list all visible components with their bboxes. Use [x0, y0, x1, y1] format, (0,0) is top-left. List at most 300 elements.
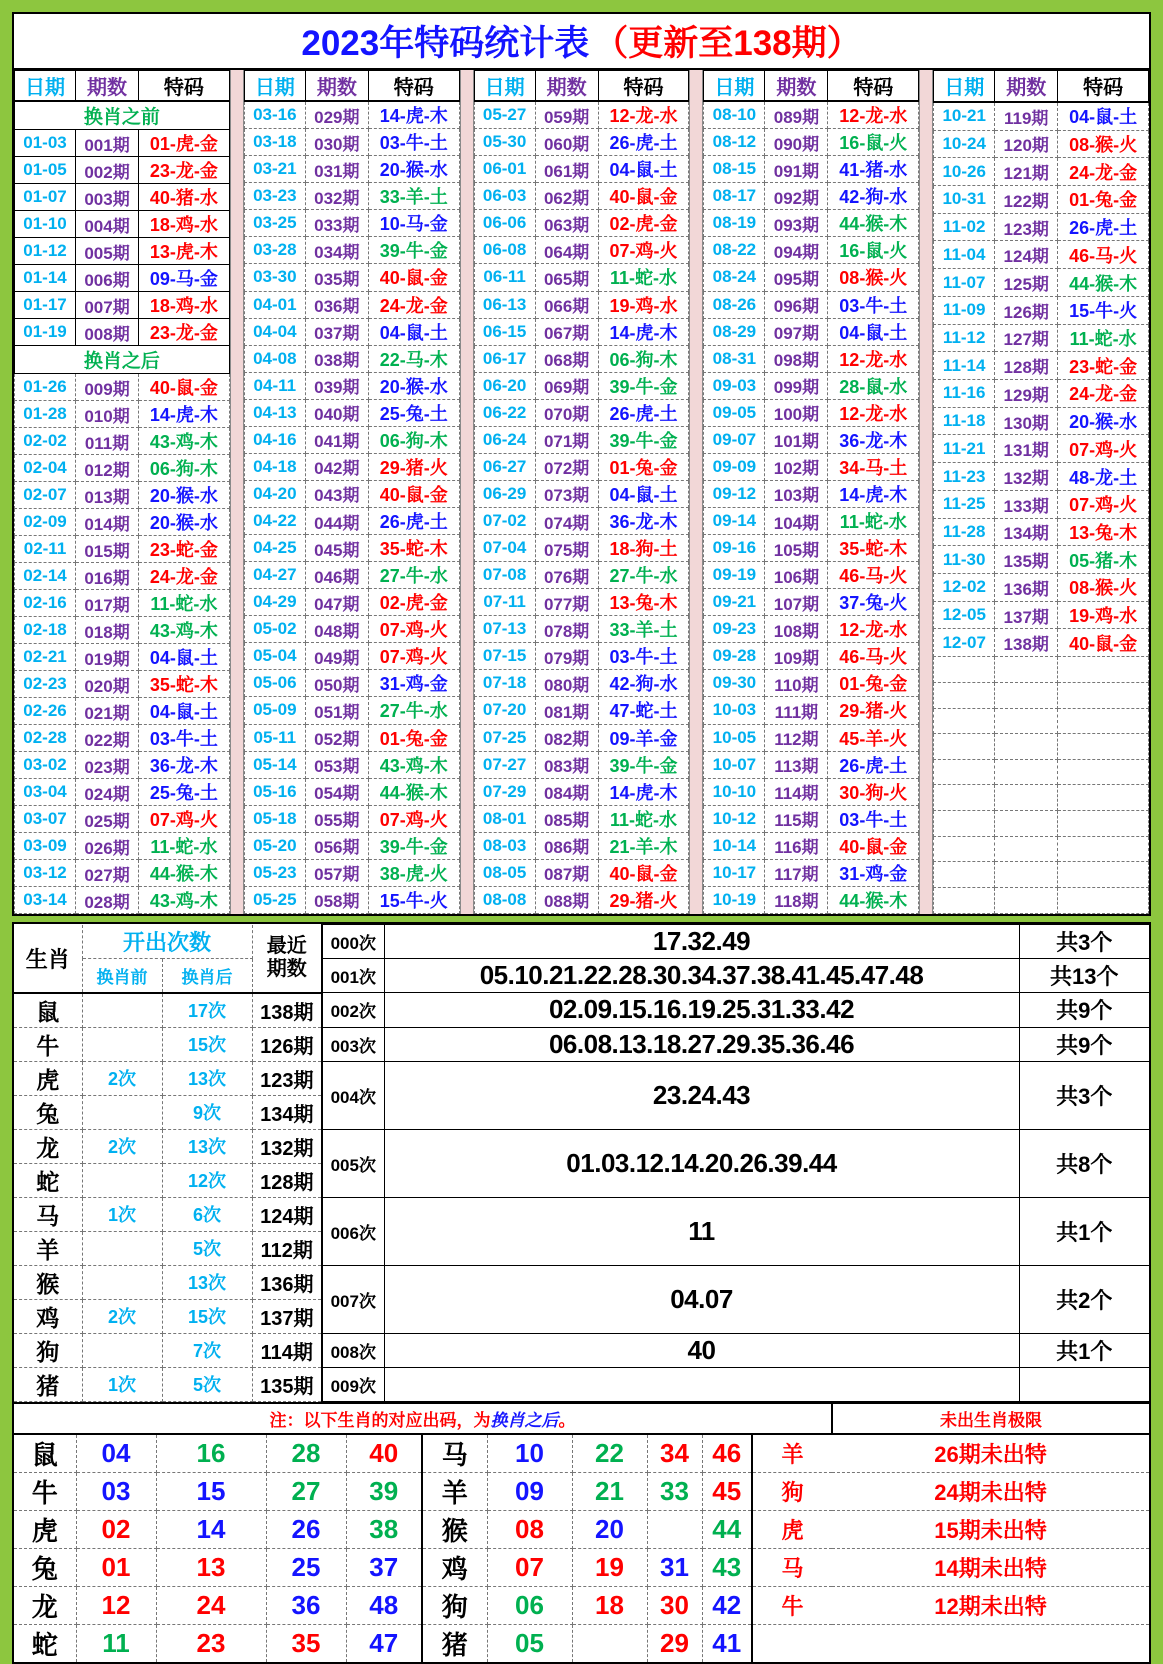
code-cell: 35-蛇-木: [828, 535, 919, 562]
date-cell: 02-28: [15, 725, 76, 752]
period-cell: 115期: [765, 805, 828, 832]
period-cell: 130期: [995, 407, 1058, 435]
period-cell: 134期: [995, 518, 1058, 546]
period-cell: 092期: [765, 183, 828, 210]
date-cell: 09-03: [704, 372, 765, 399]
freq-numbers-cell: 40: [384, 1333, 1019, 1367]
page-title: [14, 14, 1149, 70]
bottom-number-cell: 13: [156, 1548, 266, 1586]
date-cell: 05-16: [244, 778, 305, 805]
date-cell: 12-05: [934, 601, 995, 629]
date-cell: 08-17: [704, 183, 765, 210]
bottom-number-cell: 34: [647, 1434, 702, 1473]
freq-count-cell: 共3个: [1019, 1061, 1149, 1129]
date-cell: 11-30: [934, 546, 995, 574]
freq-count-cell: 共1个: [1019, 1333, 1149, 1367]
date-cell: 06-11: [474, 264, 535, 291]
group-separator: [689, 70, 703, 914]
period-cell: 083期: [535, 751, 598, 778]
freq-numbers-cell: 23.24.43: [384, 1061, 1019, 1129]
date-cell: 01-05: [15, 157, 76, 184]
code-cell: 04-鼠-土: [598, 156, 689, 183]
code-cell: 03-牛-土: [139, 725, 230, 752]
period-cell: 128期: [995, 352, 1058, 380]
code-cell: 11-蛇-水: [828, 508, 919, 535]
date-cell: [934, 836, 995, 862]
code-cell: 28-鼠-水: [828, 372, 919, 399]
column-header-period: 期数: [535, 71, 598, 102]
code-cell: 13-虎-木: [139, 238, 230, 265]
bottom-number-cell: [572, 1624, 647, 1662]
code-cell: 27-牛-水: [368, 562, 459, 589]
code-cell: [1058, 759, 1149, 785]
code-cell: 41-猪-水: [828, 156, 919, 183]
date-cell: 09-30: [704, 670, 765, 697]
code-cell: 06-狗-木: [368, 426, 459, 453]
period-cell: 066期: [535, 291, 598, 318]
period-cell: 120期: [995, 130, 1058, 158]
date-cell: 02-14: [15, 563, 76, 590]
period-cell: 049期: [305, 643, 368, 670]
bottom-number-cell: 40: [346, 1434, 422, 1473]
bottom-number-cell: 03: [76, 1472, 156, 1510]
date-cell: 03-02: [15, 752, 76, 779]
period-cell: 093期: [765, 210, 828, 237]
bottom-zodiac-cell: 龙: [14, 1586, 76, 1624]
freq-numbers-cell: 11: [384, 1197, 1019, 1265]
date-cell: 05-23: [244, 859, 305, 886]
before-count-cell: [82, 1027, 162, 1061]
period-cell: 039期: [305, 372, 368, 399]
code-cell: 07-鸡-火: [1058, 490, 1149, 518]
code-cell: 26-虎-土: [598, 399, 689, 426]
code-cell: 20-猴-水: [368, 372, 459, 399]
date-cell: 08-29: [704, 318, 765, 345]
column-header-code: 特码: [598, 71, 689, 102]
period-cell: 106期: [765, 562, 828, 589]
bottom-zodiac-cell: 狗: [422, 1586, 487, 1624]
code-cell: 43-鸡-木: [139, 428, 230, 455]
date-cell: 05-20: [244, 832, 305, 859]
date-cell: 04-04: [244, 318, 305, 345]
period-cell: 108期: [765, 616, 828, 643]
code-cell: 40-鼠-金: [598, 859, 689, 886]
date-cell: 01-19: [15, 319, 76, 346]
limit-zodiac-cell: 牛: [752, 1586, 832, 1624]
period-cell: 068期: [535, 345, 598, 372]
freq-label-cell: 005次: [322, 1129, 384, 1197]
bottom-zodiac-cell: 羊: [422, 1472, 487, 1510]
date-cell: 05-04: [244, 643, 305, 670]
date-cell: 02-16: [15, 590, 76, 617]
code-cell: 36-龙-木: [828, 426, 919, 453]
code-cell: 01-兔-金: [368, 724, 459, 751]
code-cell: 08-猴-火: [1058, 130, 1149, 158]
before-count-cell: [82, 1095, 162, 1129]
period-cell: 074期: [535, 508, 598, 535]
period-cell: 131期: [995, 435, 1058, 463]
period-cell: 015期: [76, 536, 139, 563]
column-header-period: 期数: [765, 71, 828, 102]
code-cell: 18-鸡-水: [139, 292, 230, 319]
date-cell: 03-25: [244, 210, 305, 237]
period-cell: 098期: [765, 345, 828, 372]
period-cell: 123期: [995, 213, 1058, 241]
date-cell: 04-18: [244, 453, 305, 480]
period-cell: 017期: [76, 590, 139, 617]
note-emphasis: 换肖之后: [490, 1410, 559, 1430]
period-cell: 029期: [305, 101, 368, 129]
column-header-code: 特码: [139, 71, 230, 102]
code-cell: 04-鼠-土: [598, 480, 689, 507]
period-cell: [995, 811, 1058, 837]
date-cell: 01-28: [15, 401, 76, 428]
period-cell: 044期: [305, 508, 368, 535]
code-cell: 26-虎-土: [828, 751, 919, 778]
bottom-number-cell: 38: [346, 1510, 422, 1548]
date-cell: 05-09: [244, 697, 305, 724]
code-cell: 37-兔-火: [828, 589, 919, 616]
period-cell: 117期: [765, 859, 828, 886]
code-cell: [1058, 836, 1149, 862]
freq-count-cell: 共2个: [1019, 1265, 1149, 1333]
date-cell: 03-21: [244, 156, 305, 183]
date-cell: 03-18: [244, 129, 305, 156]
freq-label-cell: 003次: [322, 1027, 384, 1061]
bottom-number-cell: 08: [487, 1510, 572, 1548]
date-cell: 07-08: [474, 562, 535, 589]
period-cell: 103期: [765, 480, 828, 507]
limit-text-cell: 14期未出特: [832, 1548, 1149, 1586]
limit-zodiac-cell: 羊: [752, 1434, 832, 1473]
period-cell: 032期: [305, 183, 368, 210]
date-cell: 07-29: [474, 778, 535, 805]
column-header-date: 日期: [244, 71, 305, 102]
limit-zodiac-cell: 虎: [752, 1510, 832, 1548]
column-header-period: 期数: [305, 71, 368, 102]
period-cell: 027期: [76, 860, 139, 887]
date-cell: 05-18: [244, 805, 305, 832]
code-cell: 46-马-火: [828, 643, 919, 670]
period-cell: 067期: [535, 318, 598, 345]
bottom-number-cell: 26: [266, 1510, 346, 1548]
date-cell: 03-09: [15, 833, 76, 860]
bottom-number-cell: 02: [76, 1510, 156, 1548]
code-cell: 01-兔-金: [598, 453, 689, 480]
bottom-number-cell: 44: [702, 1510, 752, 1548]
zodiac-cell: 兔: [14, 1095, 82, 1129]
mapping-table: [14, 1404, 1149, 1662]
date-cell: 08-26: [704, 291, 765, 318]
period-cell: 026期: [76, 833, 139, 860]
bottom-number-cell: 39: [346, 1472, 422, 1510]
code-cell: 25-兔-土: [139, 779, 230, 806]
code-cell: 14-虎-木: [139, 401, 230, 428]
date-cell: 01-12: [15, 238, 76, 265]
period-cell: 023期: [76, 752, 139, 779]
date-cell: 11-25: [934, 490, 995, 518]
code-cell: 11-蛇-水: [598, 805, 689, 832]
code-cell: 10-马-金: [368, 210, 459, 237]
date-cell: 11-02: [934, 213, 995, 241]
code-cell: 16-鼠-火: [828, 129, 919, 156]
bottom-number-cell: [647, 1510, 702, 1548]
column-header-date: 日期: [474, 71, 535, 102]
code-cell: 24-龙-金: [368, 291, 459, 318]
code-cell: [1058, 811, 1149, 837]
code-cell: 39-牛-金: [598, 426, 689, 453]
period-cell: 002期: [76, 157, 139, 184]
freq-label-cell: 000次: [322, 925, 384, 959]
period-cell: 020期: [76, 671, 139, 698]
date-cell: 02-11: [15, 536, 76, 563]
date-cell: 09-05: [704, 399, 765, 426]
stats-header-times: 开出次数: [82, 925, 252, 959]
period-cell: 050期: [305, 670, 368, 697]
date-cell: 08-12: [704, 129, 765, 156]
zodiac-cell: 鸡: [14, 1299, 82, 1333]
period-cell: 129期: [995, 380, 1058, 408]
date-cell: 04-20: [244, 480, 305, 507]
code-cell: 13-兔-木: [1058, 518, 1149, 546]
bottom-number-cell: 15: [156, 1472, 266, 1510]
code-cell: 43-鸡-木: [139, 887, 230, 914]
period-cell: 040期: [305, 399, 368, 426]
date-cell: 10-12: [704, 805, 765, 832]
limit-zodiac-cell: [752, 1624, 832, 1662]
period-cell: 101期: [765, 426, 828, 453]
date-cell: 03-04: [15, 779, 76, 806]
period-cell: 102期: [765, 453, 828, 480]
bottom-number-cell: 04: [76, 1434, 156, 1473]
date-cell: 06-20: [474, 372, 535, 399]
date-cell: 04-29: [244, 589, 305, 616]
code-cell: 19-鸡-水: [598, 291, 689, 318]
code-cell: 12-龙-水: [828, 399, 919, 426]
period-cell: 084期: [535, 778, 598, 805]
date-cell: [934, 862, 995, 888]
recent-period-cell: 134期: [252, 1095, 322, 1129]
code-cell: 23-龙-金: [139, 157, 230, 184]
code-cell: 04-鼠-土: [139, 644, 230, 671]
code-cell: 40-鼠-金: [828, 832, 919, 859]
date-cell: 05-14: [244, 751, 305, 778]
date-cell: 12-02: [934, 574, 995, 602]
bottom-number-cell: 35: [266, 1624, 346, 1662]
date-cell: 03-12: [15, 860, 76, 887]
after-count-cell: 6次: [162, 1197, 252, 1231]
freq-numbers-cell: 05.10.21.22.28.30.34.37.38.41.45.47.48: [384, 959, 1019, 993]
code-cell: 39-牛-金: [368, 237, 459, 264]
code-cell: 03-牛-土: [828, 291, 919, 318]
date-cell: 08-15: [704, 156, 765, 183]
date-cell: 01-26: [15, 374, 76, 401]
code-cell: 11-蛇-水: [139, 833, 230, 860]
code-cell: 40-鼠-金: [368, 480, 459, 507]
period-cell: 112期: [765, 724, 828, 751]
before-count-cell: 2次: [82, 1061, 162, 1095]
zodiac-cell: 猪: [14, 1367, 82, 1401]
code-cell: 29-猪-火: [368, 453, 459, 480]
stats-header-after: 换肖后: [162, 959, 252, 993]
bottom-number-cell: 12: [76, 1586, 156, 1624]
freq-count-cell: [1019, 1367, 1149, 1401]
code-cell: 18-鸡-水: [139, 211, 230, 238]
date-cell: 10-24: [934, 130, 995, 158]
freq-count-cell: 共8个: [1019, 1129, 1149, 1197]
date-cell: 10-10: [704, 778, 765, 805]
date-cell: 02-02: [15, 428, 76, 455]
period-cell: 133期: [995, 490, 1058, 518]
date-cell: 07-25: [474, 724, 535, 751]
period-cell: 135期: [995, 546, 1058, 574]
period-cell: 099期: [765, 372, 828, 399]
stats-box: [12, 922, 1151, 1404]
code-cell: 33-羊-土: [598, 616, 689, 643]
bottom-number-cell: 10: [487, 1434, 572, 1473]
date-cell: 01-10: [15, 211, 76, 238]
recent-period-cell: 132期: [252, 1129, 322, 1163]
code-cell: 48-龙-土: [1058, 463, 1149, 491]
period-cell: 003期: [76, 184, 139, 211]
bottom-zodiac-cell: 兔: [14, 1548, 76, 1586]
bottom-number-cell: 29: [647, 1624, 702, 1662]
code-cell: 24-龙-金: [1058, 158, 1149, 186]
zodiac-cell: 猴: [14, 1265, 82, 1299]
freq-count-cell: 共9个: [1019, 1027, 1149, 1061]
column-header-date: 日期: [934, 71, 995, 102]
zodiac-cell: 狗: [14, 1333, 82, 1367]
period-cell: 062期: [535, 183, 598, 210]
code-cell: 14-虎-木: [598, 318, 689, 345]
limit-zodiac-cell: 马: [752, 1548, 832, 1586]
column-header-date: 日期: [15, 71, 76, 102]
after-count-cell: 9次: [162, 1095, 252, 1129]
code-cell: [1058, 862, 1149, 888]
mapping-box: [12, 1404, 1151, 1664]
stats-header-zodiac: 生肖: [14, 925, 82, 993]
before-count-cell: [82, 993, 162, 1028]
main-table-group-3: [474, 70, 690, 914]
period-cell: 018期: [76, 617, 139, 644]
code-cell: 29-猪-火: [598, 886, 689, 913]
date-cell: 07-02: [474, 508, 535, 535]
period-cell: [995, 734, 1058, 760]
code-cell: 40-鼠-金: [598, 183, 689, 210]
after-count-cell: 13次: [162, 1265, 252, 1299]
date-cell: 03-07: [15, 806, 76, 833]
date-cell: 01-14: [15, 265, 76, 292]
period-cell: [995, 708, 1058, 734]
stats-header-recent: 最近 期数: [252, 925, 322, 993]
recent-period-cell: 126期: [252, 1027, 322, 1061]
code-cell: 35-蛇-木: [139, 671, 230, 698]
bottom-number-cell: 16: [156, 1434, 266, 1473]
period-cell: 136期: [995, 574, 1058, 602]
date-cell: 07-15: [474, 643, 535, 670]
code-cell: 27-牛-水: [368, 697, 459, 724]
period-cell: 071期: [535, 426, 598, 453]
mapping-note: [14, 1404, 832, 1434]
before-count-cell: 2次: [82, 1299, 162, 1333]
date-cell: 06-13: [474, 291, 535, 318]
freq-count-cell: 共13个: [1019, 959, 1149, 993]
date-cell: 10-05: [704, 724, 765, 751]
main-table-group-5: [933, 70, 1149, 914]
code-cell: 46-马-火: [828, 562, 919, 589]
period-cell: 107期: [765, 589, 828, 616]
date-cell: 11-14: [934, 352, 995, 380]
freq-numbers-cell: 01.03.12.14.20.26.39.44: [384, 1129, 1019, 1197]
note-suffix: 。: [558, 1410, 576, 1430]
mapping-table-body: [14, 1404, 1149, 1662]
code-cell: 04-鼠-土: [828, 318, 919, 345]
date-cell: 06-15: [474, 318, 535, 345]
period-cell: 114期: [765, 778, 828, 805]
date-cell: 11-18: [934, 407, 995, 435]
period-cell: [995, 888, 1058, 914]
code-cell: 02-虎-金: [368, 589, 459, 616]
zodiac-cell: 马: [14, 1197, 82, 1231]
period-cell: 056期: [305, 832, 368, 859]
date-cell: 05-02: [244, 616, 305, 643]
recent-period-cell: 114期: [252, 1333, 322, 1367]
date-cell: 04-13: [244, 399, 305, 426]
period-cell: 025期: [76, 806, 139, 833]
date-cell: 05-06: [244, 670, 305, 697]
before-count-cell: 2次: [82, 1129, 162, 1163]
date-cell: 08-05: [474, 859, 535, 886]
code-cell: 19-鸡-水: [1058, 601, 1149, 629]
bottom-number-cell: 11: [76, 1624, 156, 1662]
main-groups: [14, 70, 1149, 914]
code-cell: 07-鸡-火: [139, 806, 230, 833]
date-cell: 08-01: [474, 805, 535, 832]
code-cell: 13-兔-木: [598, 589, 689, 616]
date-cell: 01-17: [15, 292, 76, 319]
page-title-main: 2023年特码统计表: [301, 24, 590, 63]
freq-label-cell: 006次: [322, 1197, 384, 1265]
date-cell: 11-04: [934, 241, 995, 269]
bottom-number-cell: 18: [572, 1586, 647, 1624]
date-cell: 11-12: [934, 324, 995, 352]
code-cell: 11-蛇-水: [1058, 324, 1149, 352]
period-cell: 090期: [765, 129, 828, 156]
code-cell: 11-蛇-水: [139, 590, 230, 617]
freq-label-cell: 004次: [322, 1061, 384, 1129]
after-count-cell: 15次: [162, 1299, 252, 1333]
period-cell: 100期: [765, 399, 828, 426]
date-cell: 08-08: [474, 886, 535, 913]
period-cell: 109期: [765, 643, 828, 670]
code-cell: 30-狗-火: [828, 778, 919, 805]
code-cell: 14-虎-木: [598, 778, 689, 805]
main-table-box: [12, 12, 1151, 916]
date-cell: 03-14: [15, 887, 76, 914]
code-cell: 40-猪-水: [139, 184, 230, 211]
code-cell: 02-虎-金: [598, 210, 689, 237]
date-cell: 01-03: [15, 130, 76, 157]
period-cell: 091期: [765, 156, 828, 183]
period-cell: 126期: [995, 296, 1058, 324]
zodiac-cell: 鼠: [14, 993, 82, 1028]
code-cell: 16-鼠-火: [828, 237, 919, 264]
after-count-cell: 13次: [162, 1061, 252, 1095]
code-cell: [1058, 888, 1149, 914]
date-cell: 08-03: [474, 832, 535, 859]
bottom-number-cell: 43: [702, 1548, 752, 1586]
date-cell: 11-09: [934, 296, 995, 324]
